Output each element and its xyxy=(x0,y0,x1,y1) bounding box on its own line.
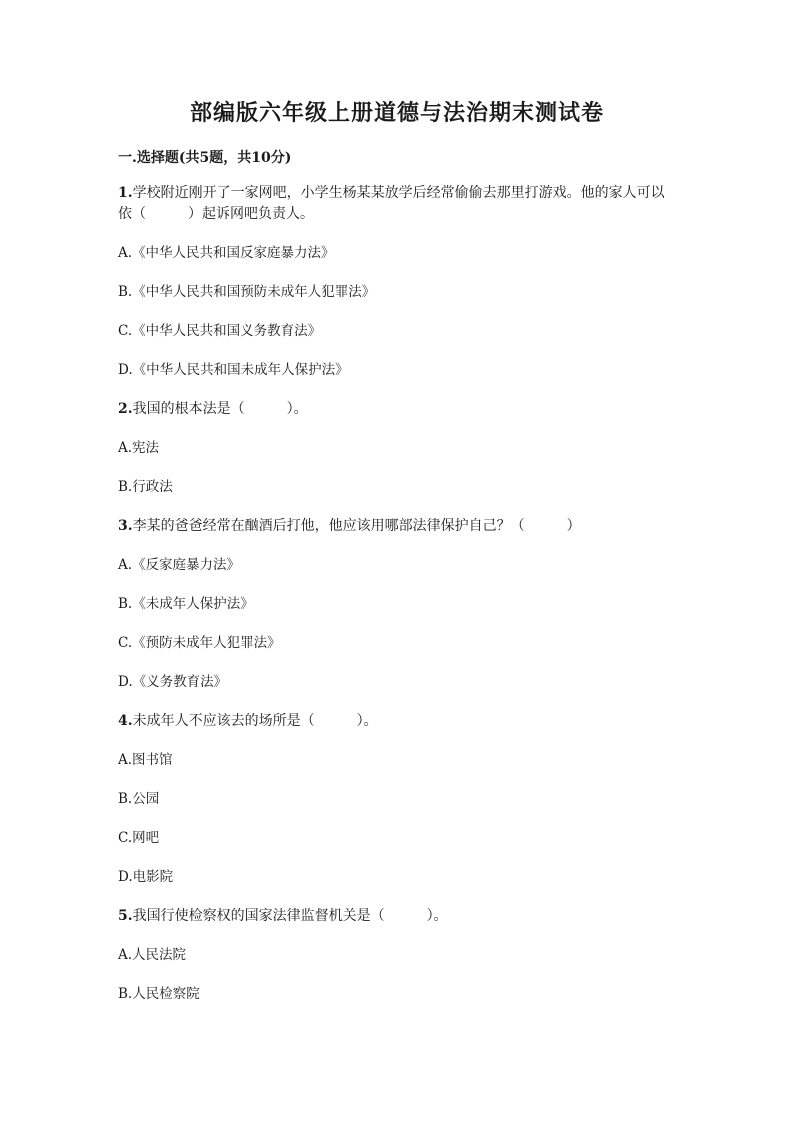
option-d: D.电影院 xyxy=(118,869,174,885)
question-number: 2. xyxy=(118,401,133,417)
option-c: C.网吧 xyxy=(118,830,160,846)
question-number: 1. xyxy=(118,185,133,201)
question-number: 3. xyxy=(118,518,133,534)
option-d: D.《义务教育法》 xyxy=(118,674,228,690)
question-5 xyxy=(118,906,678,927)
question-text: 未成年人不应该去的场所是（ ）。 xyxy=(132,713,378,729)
option-a: A.《中华人民共和国反家庭暴力法》 xyxy=(118,245,335,261)
question-2 xyxy=(118,399,678,420)
option-a: A.图书馆 xyxy=(118,752,173,768)
option-d: D.《中华人民共和国未成年人保护法》 xyxy=(118,362,349,378)
option-b: B.公园 xyxy=(118,791,160,807)
option-c: C.《预防未成年人犯罪法》 xyxy=(118,635,281,651)
section-heading: 一.选择题(共5题，共10分) xyxy=(118,150,292,166)
question-4 xyxy=(118,711,678,732)
question-text: 我国行使检察权的国家法律监督机关是（ ）。 xyxy=(132,908,448,924)
option-b: B.《中华人民共和国预防未成年人犯罪法》 xyxy=(118,284,376,300)
option-b: B.《未成年人保护法》 xyxy=(118,596,254,612)
question-text: 学校附近刚开了一家网吧，小学生杨某某放学后经常偷偷去那里打游戏。他的家人可以依（ ）起诉网吧负责人。 xyxy=(118,185,665,222)
page-title: 部编版六年级上册道德与法治期末测试卷 xyxy=(189,100,604,126)
question-number: 5. xyxy=(118,908,133,924)
option-c: C.《中华人民共和国义务教育法》 xyxy=(118,323,322,339)
option-a: A.宪法 xyxy=(118,440,160,456)
option-a: A.《反家庭暴力法》 xyxy=(118,557,241,573)
question-1 xyxy=(118,183,678,225)
question-list xyxy=(118,183,678,1023)
question-number: 4. xyxy=(118,713,133,729)
question-text: 李某的爸爸经常在酗酒后打他，他应该用哪部法律保护自己？（ ） xyxy=(132,518,581,534)
question-3 xyxy=(118,516,678,537)
option-b: B.人民检察院 xyxy=(118,986,200,1002)
option-a: A.人民法院 xyxy=(118,947,187,963)
question-text: 我国的根本法是（ ）。 xyxy=(132,401,308,417)
option-b: B.行政法 xyxy=(118,479,173,495)
